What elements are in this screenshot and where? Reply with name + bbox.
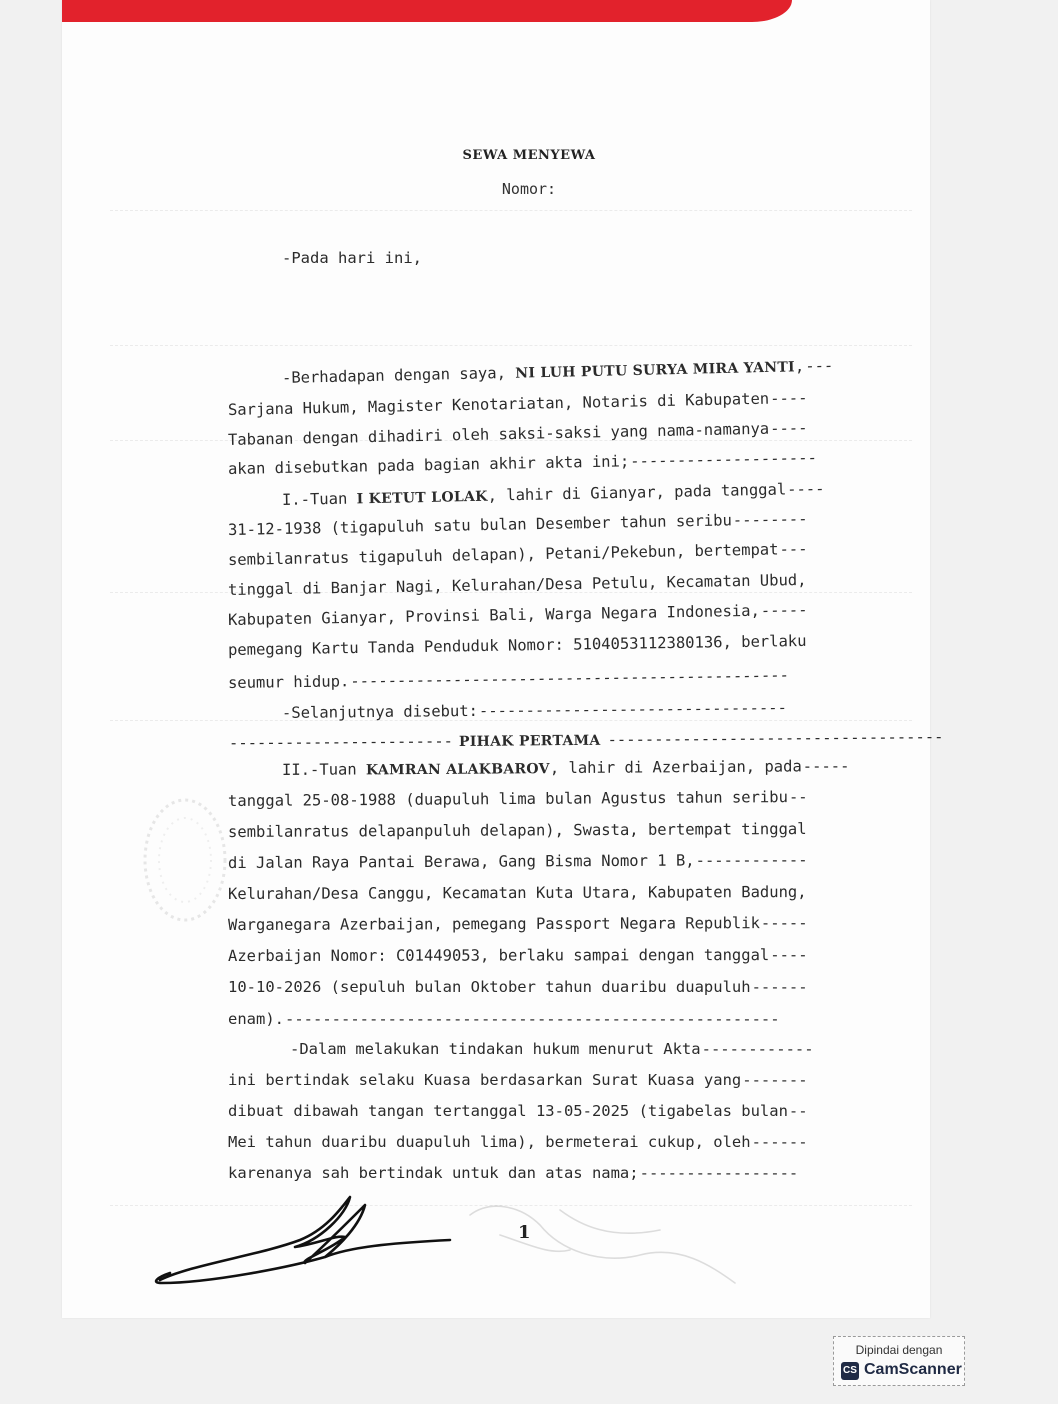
opening-line	[282, 248, 863, 268]
body-line: seumur hidup. -----------------------------------------------	[227, 666, 790, 692]
notary-name: NI LUH PUTU SURYA MIRA YANTI	[515, 359, 796, 382]
body-line: -Selanjutnya disebut: ---------------------------------	[281, 698, 787, 722]
body-line: Tabanan dengan dihadiri oleh saksi-saksi yang nama-namanya ----	[227, 418, 808, 449]
body-line: 31-12-1938 (tigapuluh satu bulan Desember tahun seribu --------	[227, 509, 808, 539]
body-line: akan disebutkan pada bagian akhir akta ini; --------------------	[227, 448, 817, 478]
body-line: sembilanratus tigapuluh delapan), Petani/Pekebun, bertempat ---	[227, 539, 808, 569]
signature-mark	[150, 1185, 470, 1295]
body-line: -Dalam melakukan tindakan hukum menurut Akta ------------	[290, 1040, 814, 1058]
scanner-caption: Dipindai dengan	[855, 1343, 943, 1357]
body-line: Mei tahun duaribu duapuluh lima), bermeterai cukup, oleh ------	[228, 1133, 808, 1151]
scan-red-strip	[62, 0, 792, 22]
body-line: sembilanratus delapanpuluh delapan), Swasta, bertempat tinggal	[227, 819, 807, 841]
first-party-name: I KETUT LOLAK	[356, 488, 488, 508]
body-line: Kelurahan/Desa Canggu, Kecamatan Kuta Utara, Kabupaten Badung,	[227, 882, 807, 903]
body-line: di Jalan Raya Pantai Berawa, Gang Bisma Nomor 1 B, ------------	[227, 850, 808, 872]
bleed-through-line	[110, 210, 912, 212]
body-line: II.-Tuan KAMRAN ALAKBAROV, lahir di Azerbaijan, pada -----	[281, 757, 850, 779]
body-line: Azerbaijan Nomor: C01449053, berlaku sampai dengan tanggal ----	[227, 945, 808, 965]
body-line: dibuat dibawah tangan tertanggal 13-05-2025 (tigabelas bulan --	[228, 1102, 808, 1120]
body-line: Warganegara Azerbaijan, pemegang Passport Negara Republik -----	[227, 913, 808, 934]
body-line: -Berhadapan dengan saya, NI LUH PUTU SURYA MIRA YANTI, ---	[281, 356, 834, 387]
second-party-name: KAMRAN ALAKBAROV	[365, 761, 550, 779]
page-number: 1	[518, 1222, 531, 1243]
body-line: karenanya sah bertindak untuk dan atas nama; -----------------	[228, 1164, 799, 1182]
body-line: I.-Tuan I KETUT LOLAK, lahir di Gianyar, pada tanggal ----	[281, 479, 825, 509]
body-line: tinggal di Banjar Nagi, Kelurahan/Desa Petulu, Kecamatan Ubud,	[227, 570, 807, 599]
faint-stamp-impression	[130, 790, 240, 940]
scanner-brand: CamScanner	[864, 1361, 962, 1378]
body-line: Kabupaten Gianyar, Provinsi Bali, Warga Negara Indonesia, -----	[227, 600, 808, 629]
document-number-label: Nomor:	[501, 180, 557, 198]
body-line: Sarjana Hukum, Magister Kenotariatan, Notaris di Kabupaten ----	[227, 388, 808, 419]
body-line: 10-10-2026 (sepuluh bulan Oktober tahun duaribu duapuluh ------	[228, 978, 808, 996]
scanner-watermark-badge	[833, 1336, 965, 1386]
camscanner-logo-icon: CS	[841, 1362, 859, 1380]
body-line: pemegang Kartu Tanda Penduduk Nomor: 5104053112380136, berlaku	[227, 631, 807, 659]
first-party-label: PIHAK PERTAMA	[458, 732, 601, 750]
body-line: tanggal 25-08-1988 (duapuluh lima bulan Agustus tahun seribu --	[227, 787, 808, 810]
faint-signature-bleed	[460, 1195, 750, 1295]
body-line: ini bertindak selaku Kuasa berdasarkan Surat Kuasa yang -------	[228, 1071, 808, 1089]
bleed-through-line	[110, 345, 912, 347]
opening-text: -Pada hari ini,	[282, 249, 422, 267]
body-line: enam). -----------------------------------------------------	[228, 1010, 780, 1028]
party-designation-line: ------------------------ PIHAK PERTAMA ------------------------------------	[228, 727, 944, 752]
document-title: SEWA MENYEWA	[462, 148, 596, 163]
